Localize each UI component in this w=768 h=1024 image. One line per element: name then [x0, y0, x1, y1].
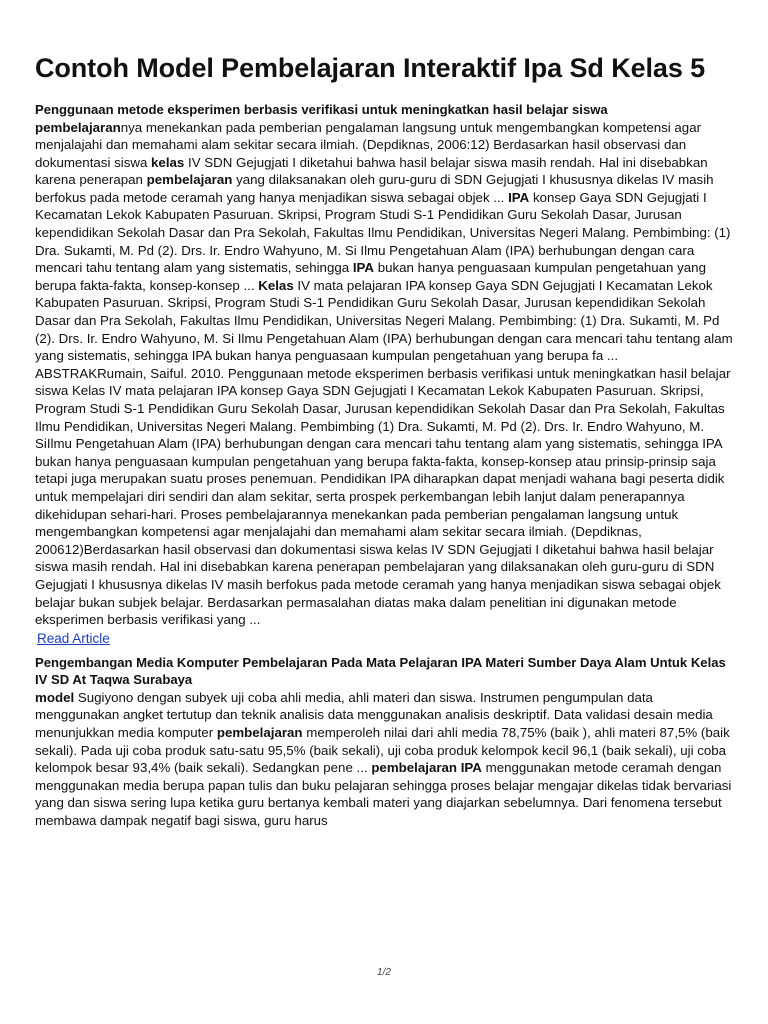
excerpt-text: nya menekankan pada pemberian pengalaman langsung untuk mengembangkan kompetensi agar menjalajahi dan memahami alam sekitar secara ilmiah. (Depdiknas, 2006:12) Berdasarkan hasil observasi dan dokumentasi siswa [35, 119, 702, 170]
article-section-2 [35, 654, 737, 830]
section-heading: Penggunaan metode eksperimen berbasis verifikasi untuk meningkatkan hasil belajar siswa [35, 102, 608, 117]
section-excerpt [35, 119, 737, 365]
keyword-highlight: pembelajaran [35, 119, 121, 135]
article-section-1 [35, 101, 737, 648]
excerpt-text: IV SDN Gejugjati I diketahui bahwa hasil belajar siswa masih rendah. Hal ini disebabkan karena penerapan [35, 154, 708, 188]
keyword-highlight: IPA [352, 260, 375, 276]
read-article-link[interactable]: Read Article [37, 630, 110, 646]
keyword-highlight: Kelas [258, 277, 294, 293]
abstract-paragraph: ABSTRAKRumain, Saiful. 2010. Penggunaan metode eksperimen berbasis verifikasi untuk meningkatkan hasil belajar siswa Kelas IV mata pelajaran IPA konsep Gaya SDN Gejugjati I Kecamatan Lekok Kabupaten Pasuruan. Skripsi, Program Studi S-1 Pendidikan Guru Sekolah Dasar, Jurusan kependidikan Sekolah Dasar dan Pra Sekolah, Fakultas Ilmu Pendidikan, Universitas Negeri Malang. Pembimbing (1) Dra. Sukamti, M. Pd (2). Drs. Ir. Endro Wahyuno, M. SiIlmu Pengetahuan Alam (IPA) berhubungan dengan cara mencari tahu tentang alam yang sistematis, sehingga IPA bukan hanya penguasaan kumpulan pengetahuan yang berupa fakta-fakta, konsep-konsep atau prinsip-prinsip saja tetapi juga merupakan suatu proses penemuan. Pendidikan IPA diharapkan dapat menjadi wahana bagi peserta didik untuk mempelajari diri sendiri dan alam sekitar, serta prospek perkembangan lebih lanjut dalam penerapannya dikehidupan sehari-hari. Proses pembelajarannya menekankan pada pemberian pengalaman langsung untuk mengembangkan kompetensi agar menjalajahi dan memahami alam sekitar secara ilmiah. (Depdiknas, 200612)Berdasarkan hasil observasi dan dokumentasi siswa kelas IV SDN Gejugjati I diketahui bahwa hasil belajar siswa masih rendah. Hal ini disebabkan karena penerapan pembelajaran yang dilaksanakan oleh guru-guru di SDN Gejugjati I khususnya dikelas IV masih berfokus pada metode ceramah yang hanya menjadikan siswa sebagai objek belajar bukan subjek belajar. Berdasarkan permasalahan diatas maka dalam penelitian ini digunakan metode eksperimen berbasis verifikasi yang ... [35, 365, 731, 628]
section-heading: Pengembangan Media Komputer Pembelajaran Pada Mata Pelajaran IPA Materi Sumber Daya Alam Untuk Kelas IV SD At Taqwa Surabaya [35, 654, 726, 688]
keyword-highlight: model [35, 689, 75, 705]
keyword-highlight: pembelajaran IPA [371, 760, 482, 776]
excerpt-text: bukan hanya penguasaan kumpulan pengetahuan yang berupa fakta-fakta, konsep-konsep ... [35, 260, 706, 293]
read-article-row [37, 629, 737, 648]
page-number: 1/2 [377, 967, 391, 978]
keyword-highlight: pembelajaran [216, 724, 303, 740]
keyword-highlight: pembelajaran [146, 172, 233, 188]
excerpt-text: memperoleh nilai dari ahli media 78,75% (baik ), ahli materi 87,5% (baik sekali). Pada uji coba produk satu-satu 95,5% (baik sekali), uji coba produk kelompok kecil 96,1 (baik sekali), uji coba kelompok besar 93,4% (baik sekali). Sedangkan pene ... [35, 724, 730, 776]
page-title: Contoh Model Pembelajaran Interaktif Ipa Sd Kelas 5 [35, 53, 706, 83]
excerpt-text: Sugiyono dengan subyek uji coba ahli media, ahli materi dan siswa. Instrumen pengumpulan data menggunakan angket tertutup dan teknik analisis data menggunakan analisis deskriptif. Data validasi desain media menunjukkan media komputer [35, 689, 713, 740]
excerpt-text: menggunakan metode ceramah dengan menggunakan media berupa papan tulis dan buku pelajaran sehingga proses belajar mengajar dikelas tidak bervariasi yang dan siswa sering lupa ketika guru bertanya kembali materi yang diajarkan sebelumnya. Dari fenomena tersebut membawa dampak negatif bagi siswa, guru harus [35, 760, 732, 828]
document-page [35, 52, 737, 829]
section-excerpt [35, 689, 737, 830]
excerpt-text: IV mata pelajaran IPA konsep Gaya SDN Gejugjati I Kecamatan Lekok Kabupaten Pasuruan. Skripsi, Program Studi S-1 Pendidikan Guru Sekolah Dasar, Jurusan kependidikan Sekolah Dasar dan Pra Sekolah, Fakultas Ilmu Pendidikan, Universitas Negeri Malang. Pembimbing: (1) Dra. Sukamti, M. Pd (2). Drs. Ir. Endro Wahyuno, M. Si Ilmu Pengetahuan Alam (IPA) berhubungan dengan cara mencari tahu tentang alam yang sistematis, sehingga IPA bukan hanya penguasaan kumpulan pengetahuan yang berupa fa ... [35, 277, 733, 364]
excerpt-text: yang dilaksanakan oleh guru-guru di SDN Gejugjati I khususnya dikelas IV masih berfokus pada metode ceramah yang hanya menjadikan siswa sebagai objek ... [35, 172, 714, 205]
keyword-highlight: kelas [151, 154, 185, 170]
keyword-highlight: IPA [508, 189, 530, 205]
excerpt-text: konsep Gaya SDN Gejugjati I Kecamatan Lekok Kabupaten Pasuruan. Skripsi, Program Studi S-1 Pendidikan Guru Sekolah Dasar, Jurusan kependidikan Sekolah Dasar dan Pra Sekolah, Fakultas Ilmu Pendidikan, Universitas Negeri Malang. Pembimbing: (1) Dra. Sukamti, M. Pd (2). Drs. Ir. Endro Wahyuno, M. Si Ilmu Pengetahuan Alam (IPA) berhubungan dengan cara mencari tahu tentang alam yang sistematis, sehingga [35, 189, 731, 276]
